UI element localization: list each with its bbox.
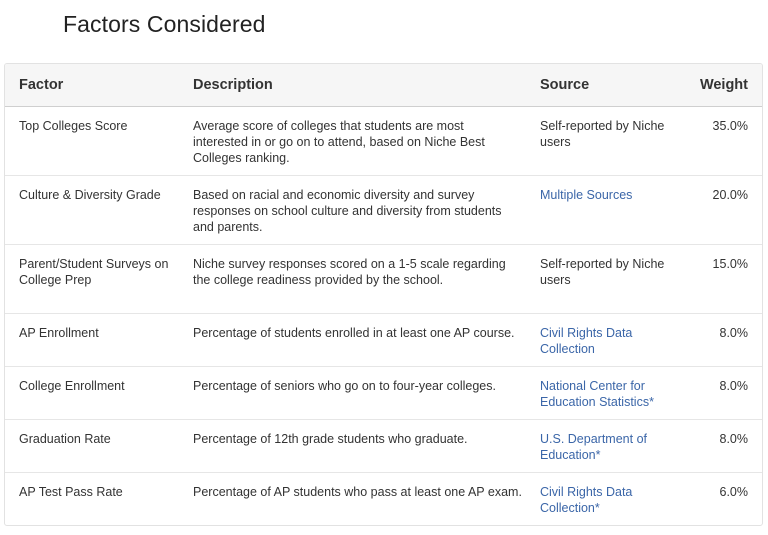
header-factor: Factor (5, 64, 179, 106)
header-description: Description (179, 64, 522, 106)
source-link[interactable]: Civil Rights Data Collection (540, 325, 633, 356)
factors-table-card (4, 63, 763, 526)
cell-weight: 8.0% (683, 419, 763, 472)
cell-factor: AP Enrollment (5, 313, 179, 366)
page-title: Factors Considered (63, 11, 266, 37)
header-weight: Weight (683, 64, 763, 106)
cell-weight: 15.0% (683, 244, 763, 313)
cell-source (522, 244, 683, 313)
cell-description: Niche survey responses scored on a 1-5 scale regarding the college readiness provided by the school. (179, 244, 522, 313)
table-header-row (5, 64, 763, 106)
factors-table (5, 64, 763, 525)
table-row (5, 244, 763, 313)
cell-description: Percentage of seniors who go on to four-year colleges. (179, 366, 522, 419)
cell-description: Based on racial and economic diversity and survey responses on school culture and diversity from students and parents. (179, 175, 522, 244)
header-source: Source (522, 64, 683, 106)
cell-factor: College Enrollment (5, 366, 179, 419)
table-row (5, 313, 763, 366)
cell-weight: 20.0% (683, 175, 763, 244)
table-row (5, 106, 763, 175)
cell-factor: Culture & Diversity Grade (5, 175, 179, 244)
table-body (5, 106, 763, 525)
cell-source (522, 313, 683, 366)
source-text: Self-reported by Niche users (540, 118, 665, 149)
table-row (5, 175, 763, 244)
cell-description: Average score of colleges that students are most interested in or go on to attend, based on Niche Best Colleges ranking. (179, 106, 522, 175)
cell-factor: Parent/Student Surveys on College Prep (5, 244, 179, 313)
cell-source (522, 472, 683, 525)
cell-description: Percentage of 12th grade students who graduate. (179, 419, 522, 472)
cell-factor: Graduation Rate (5, 419, 179, 472)
table-header (5, 64, 763, 106)
source-link[interactable]: Multiple Sources (540, 187, 633, 202)
table-row (5, 419, 763, 472)
cell-factor: AP Test Pass Rate (19, 484, 123, 499)
cell-weight: 6.0% (719, 484, 748, 499)
cell-source (522, 106, 683, 175)
cell-description: Percentage of AP students who pass at least one AP exam. (193, 484, 522, 499)
source-link[interactable]: Civil Rights Data Collection* (540, 484, 633, 515)
table-row (5, 472, 763, 525)
source-link[interactable]: U.S. Department of Education* (540, 431, 647, 462)
cell-description: Percentage of students enrolled in at least one AP course. (179, 313, 522, 366)
cell-source (522, 175, 683, 244)
cell-weight: 8.0% (683, 366, 763, 419)
cell-weight: 8.0% (683, 313, 763, 366)
table-row (5, 366, 763, 419)
cell-source (522, 419, 683, 472)
cell-source (522, 366, 683, 419)
source-link[interactable]: National Center for Education Statistics* (540, 378, 654, 409)
cell-factor: Top Colleges Score (5, 106, 179, 175)
cell-weight: 35.0% (683, 106, 763, 175)
source-text: Self-reported by Niche users (540, 256, 665, 287)
